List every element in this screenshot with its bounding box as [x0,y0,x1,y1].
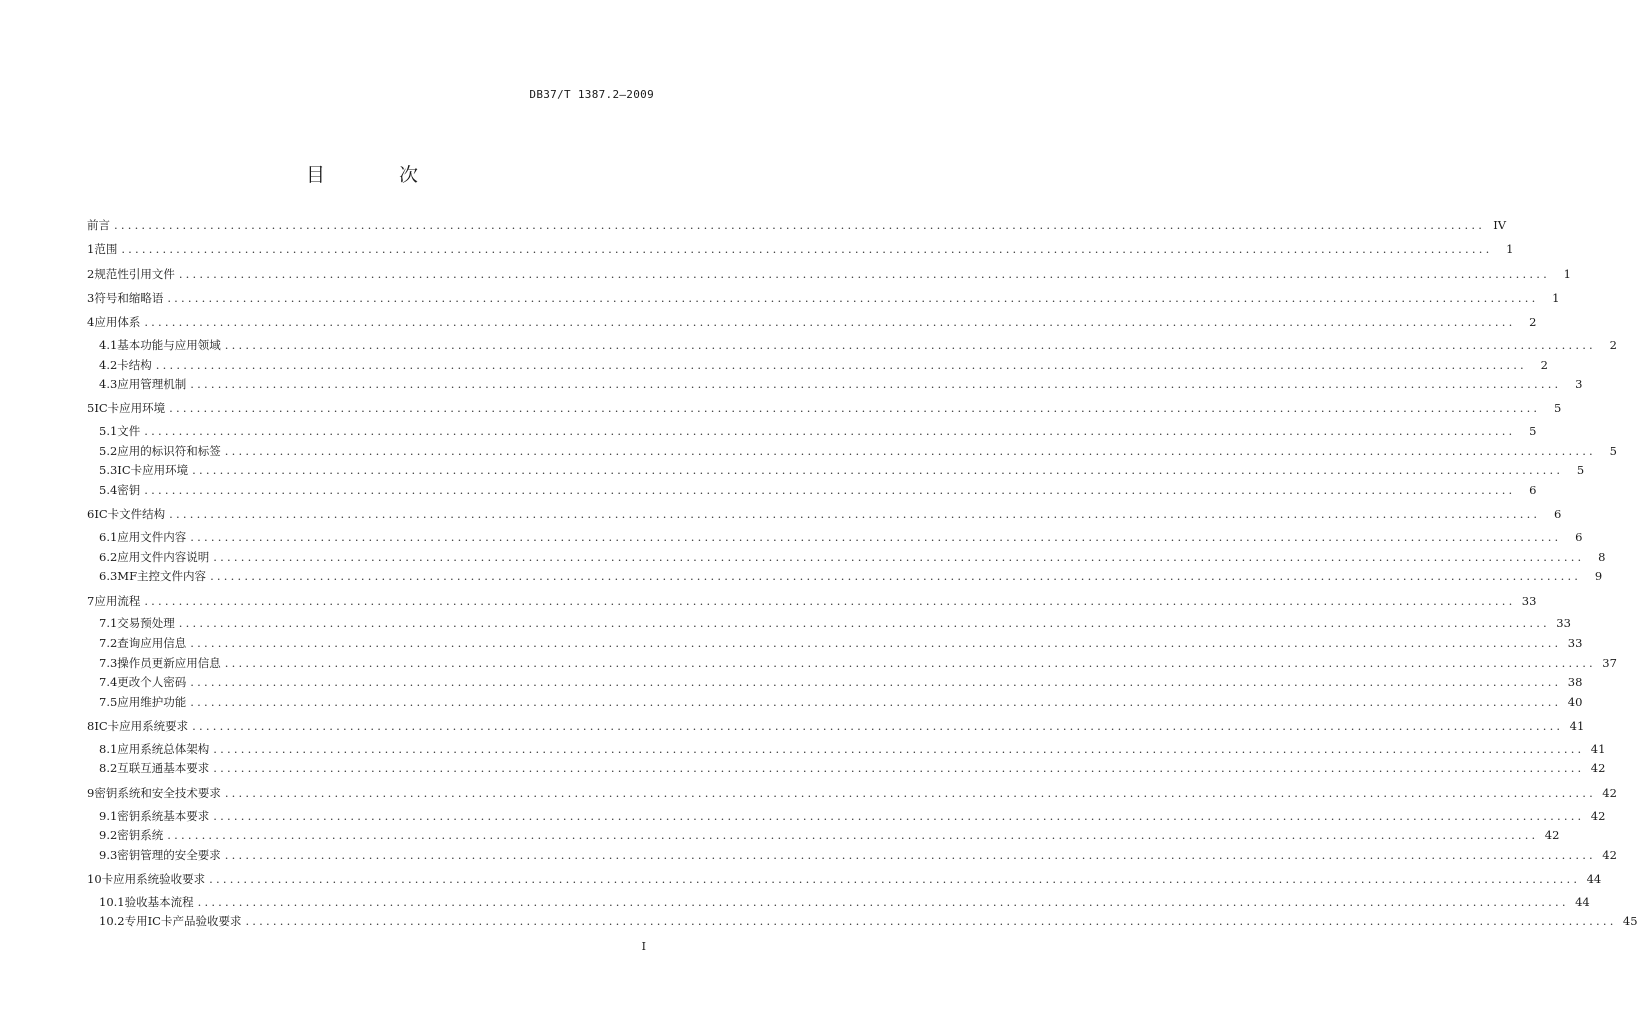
dot-leader: ........................................................................................................................................................................................................ [192,463,1564,478]
toc-entry-number: 6.1 [99,530,118,545]
toc-entry-page: 42 [1602,785,1617,800]
toc-subentry[interactable] [87,675,1583,690]
toc-entry-page: 38 [1567,675,1583,690]
toc-entry-page: 44 [1586,872,1602,887]
dot-leader: ........................................................................................................................................................................................................ [169,401,1541,416]
dot-leader: ........................................................................................................................................................................................................ [224,655,1596,670]
dot-leader: ........................................................................................................................................................................................................ [224,785,1596,800]
toc-entry-page: 42 [1590,761,1606,776]
toc-subentry[interactable] [87,655,1617,670]
toc-entry-title: 操作员更新应用信息 [117,655,221,670]
document-code: DB37/T 1387.2—2009 [529,88,654,101]
toc-entry-title: IC卡应用环境 [117,463,189,478]
toc-entry-title: 密钥系统 [117,828,164,843]
toc-entry-number: 9.2 [99,828,118,843]
toc-entry-title: 应用维护功能 [117,694,187,709]
toc-subentry[interactable] [87,808,1606,823]
toc-entry-number: 8.1 [99,741,118,756]
toc-subentry[interactable] [87,847,1617,862]
toc-subentry[interactable] [87,377,1583,392]
toc-entry-title: IC卡文件结构 [94,507,166,522]
toc-entry-title: 交易预处理 [117,616,175,631]
toc-entry-page: 1 [1552,290,1560,305]
toc-entry-number: 8 [87,719,95,734]
toc-entry-title: 应用管理机制 [117,377,187,392]
toc-entry-number: 10.2 [99,914,125,929]
toc-entry-title: 基本功能与应用领域 [117,337,221,352]
toc-entry-title: 应用文件内容 [117,530,187,545]
toc-entry-title: 查询应用信息 [117,636,187,651]
toc-entry-number: 6.3 [99,569,118,584]
toc-entry-page: 3 [1575,377,1583,392]
toc-subentry[interactable] [87,828,1560,843]
toc-entry-title: 密钥系统基本要求 [117,808,210,823]
toc-entry-number: 5.1 [99,424,118,439]
toc-entry-page: 6 [1553,507,1562,522]
dot-leader: ........................................................................................................................................................................................................ [213,549,1585,564]
toc-entry-title: 密钥管理的安全要求 [117,847,221,862]
toc-entry-number: 7.1 [99,616,118,631]
toc-entry-number: 9.3 [99,847,118,862]
toc-entry[interactable] [87,401,1562,416]
dot-leader: ........................................................................................................................................................................................................ [190,530,1562,545]
dot-leader: ........................................................................................................................................................................................................ [190,377,1562,392]
dot-leader: ........................................................................................................................................................................................................ [190,694,1562,709]
dot-leader: ........................................................................................................................................................................................................ [167,828,1539,843]
toc-entry-title: 专用IC卡产品验收要求 [124,914,242,929]
toc-entry-title: 应用的标识符和标签 [117,443,221,458]
toc-entry[interactable] [87,290,1560,305]
toc-entry-number: 4.1 [99,337,118,352]
toc-entry-title: 应用文件内容说明 [117,549,210,564]
dot-leader: ........................................................................................................................................................................................................ [155,357,1527,372]
toc-entry-number: 5.3 [99,463,118,478]
toc-entry-number: 6 [87,507,95,522]
toc-entry-number: 5.2 [99,443,118,458]
dot-leader: ........................................................................................................................................................................................................ [190,636,1562,651]
toc-entry-number: 7.5 [99,694,118,709]
toc-entry-title: 应用系统总体架构 [117,741,210,756]
toc-subentry[interactable] [87,741,1606,756]
toc-entry[interactable] [87,593,1537,608]
toc-entry-title: 密钥 [117,483,141,498]
toc-entry-page: 40 [1567,694,1583,709]
dot-leader: ........................................................................................................................................................................................................ [169,507,1541,522]
toc-entry-title: 前言 [87,218,110,232]
dot-leader: ........................................................................................................................................................................................................ [178,266,1550,281]
dot-leader: ........................................................................................................................................................................................................ [197,894,1569,909]
toc-entry[interactable] [87,242,1514,257]
dot-leader: ........................................................................................................................................................................................................ [144,315,1516,330]
dot-leader: ........................................................................................................................................................................................................ [144,593,1516,608]
dot-leader: ........................................................................................................................................................................................................ [213,761,1585,776]
toc-title: 目 次 [305,164,453,186]
toc-entry-page: 33 [1556,616,1571,631]
dot-leader: ........................................................................................................................................................................................................ [190,675,1562,690]
toc-subentry[interactable] [87,424,1537,439]
dot-leader: ........................................................................................................................................................................................................ [224,443,1596,458]
toc-entry-number: 5.4 [99,483,118,498]
dot-leader: ........................................................................................................................................................................................................ [121,242,1493,257]
toc-entry-title: 文件 [117,424,141,439]
toc-subentry[interactable] [87,761,1606,776]
toc-subentry[interactable] [87,530,1583,545]
toc-subentry[interactable] [87,337,1617,352]
toc-entry-title: 范围 [94,242,118,257]
toc-subentry[interactable] [87,357,1548,372]
toc-entry[interactable] [87,719,1585,734]
toc-entry-page: IV [1493,218,1507,232]
toc-entry-page: 2 [1609,337,1617,352]
toc-entry[interactable] [87,218,1507,232]
toc-entry-title: 更改个人密码 [117,675,187,690]
toc-entry-number: 4 [87,315,95,330]
toc-entry-number: 4.2 [99,357,118,372]
toc-entry-page: 44 [1575,894,1590,909]
page-number: I [641,940,646,953]
toc-entry-page: 45 [1622,914,1638,929]
toc-entry-page: 5 [1529,424,1537,439]
dot-leader: ........................................................................................................................................................................................................ [178,616,1550,631]
toc-entry-page: 1 [1563,266,1571,281]
toc-entry-title: 卡应用系统验收要求 [101,872,206,887]
dot-leader: ........................................................................................................................................................................................................ [114,218,1486,232]
toc-entry-page: 41 [1590,741,1606,756]
toc-entry-page: 41 [1569,719,1585,734]
toc-entry-number: 3 [87,290,95,305]
toc-entry-number: 9 [87,785,95,800]
toc-subentry[interactable] [87,569,1603,584]
toc-entry-page: 33 [1521,593,1537,608]
toc-entry[interactable] [87,266,1571,281]
dot-leader: ........................................................................................................................................................................................................ [213,808,1585,823]
toc-entry-page: 5 [1553,401,1562,416]
toc-entry-number: 10.1 [99,894,125,909]
toc-entry-page: 33 [1567,636,1583,651]
toc-entry-number: 7.4 [99,675,118,690]
toc-subentry[interactable] [87,914,1638,929]
toc-subentry[interactable] [87,463,1585,478]
toc-entry-page: 1 [1506,242,1514,257]
toc-entry-title: 互联互通基本要求 [117,761,210,776]
toc-entry-page: 5 [1576,463,1585,478]
toc-entry-title: 应用体系 [94,315,141,330]
toc-entry-page: 6 [1529,483,1537,498]
toc-subentry[interactable] [87,549,1606,564]
toc-entry-number: 4.3 [99,377,118,392]
toc-entry-title: 验收基本流程 [124,894,194,909]
toc-entry-page: 5 [1609,443,1617,458]
toc-entry-number: 7 [87,593,95,608]
toc-entry-title: MF主控文件内容 [117,569,207,584]
toc-entry-number: 1 [87,242,95,257]
table-of-contents [87,218,1638,929]
dot-leader: ........................................................................................................................................................................................................ [167,290,1539,305]
toc-entry-number: 7.2 [99,636,118,651]
toc-entry-page: 2 [1540,357,1548,372]
toc-entry-number: 7.3 [99,655,118,670]
dot-leader: ........................................................................................................................................................................................................ [245,914,1617,929]
toc-entry-page: 9 [1594,569,1603,584]
toc-entry-title: 应用流程 [94,593,141,608]
toc-entry[interactable] [87,315,1537,330]
toc-subentry[interactable] [87,636,1583,651]
dot-leader: ........................................................................................................................................................................................................ [224,337,1596,352]
toc-entry-title: 密钥系统和安全技术要求 [94,785,221,800]
toc-entry-number: 2 [87,266,95,281]
toc-entry-title: 卡结构 [117,357,152,372]
toc-subentry[interactable] [87,694,1583,709]
toc-subentry[interactable] [87,483,1537,498]
dot-leader: ........................................................................................................................................................................................................ [210,569,1582,584]
toc-subentry[interactable] [87,443,1617,458]
toc-entry-number: 10 [87,872,102,887]
toc-entry-title: 规范性引用文件 [94,266,175,281]
toc-entry-page: 42 [1590,808,1606,823]
toc-entry-number: 9.1 [99,808,118,823]
dot-leader: ........................................................................................................................................................................................................ [144,424,1516,439]
toc-entry-number: 6.2 [99,549,118,564]
dot-leader: ........................................................................................................................................................................................................ [224,847,1596,862]
toc-entry[interactable] [87,872,1602,887]
toc-entry-number: 8.2 [99,761,118,776]
toc-entry-page: 37 [1602,655,1617,670]
toc-entry-page: 6 [1575,530,1583,545]
dot-leader: ........................................................................................................................................................................................................ [209,872,1581,887]
toc-subentry[interactable] [87,894,1590,909]
dot-leader: ........................................................................................................................................................................................................ [213,741,1585,756]
toc-entry[interactable] [87,507,1562,522]
dot-leader: ........................................................................................................................................................................................................ [144,483,1516,498]
dot-leader: ........................................................................................................................................................................................................ [192,719,1564,734]
toc-entry-title: 符号和缩略语 [94,290,164,305]
toc-entry-page: 42 [1602,847,1617,862]
toc-entry-title: IC卡应用系统要求 [94,719,189,734]
toc-entry-page: 42 [1544,828,1560,843]
toc-subentry[interactable] [87,616,1571,631]
toc-entry-page: 8 [1598,549,1606,564]
toc-entry-number: 5 [87,401,95,416]
toc-entry[interactable] [87,785,1617,800]
toc-entry-title: IC卡应用环境 [94,401,166,416]
toc-entry-page: 2 [1529,315,1537,330]
